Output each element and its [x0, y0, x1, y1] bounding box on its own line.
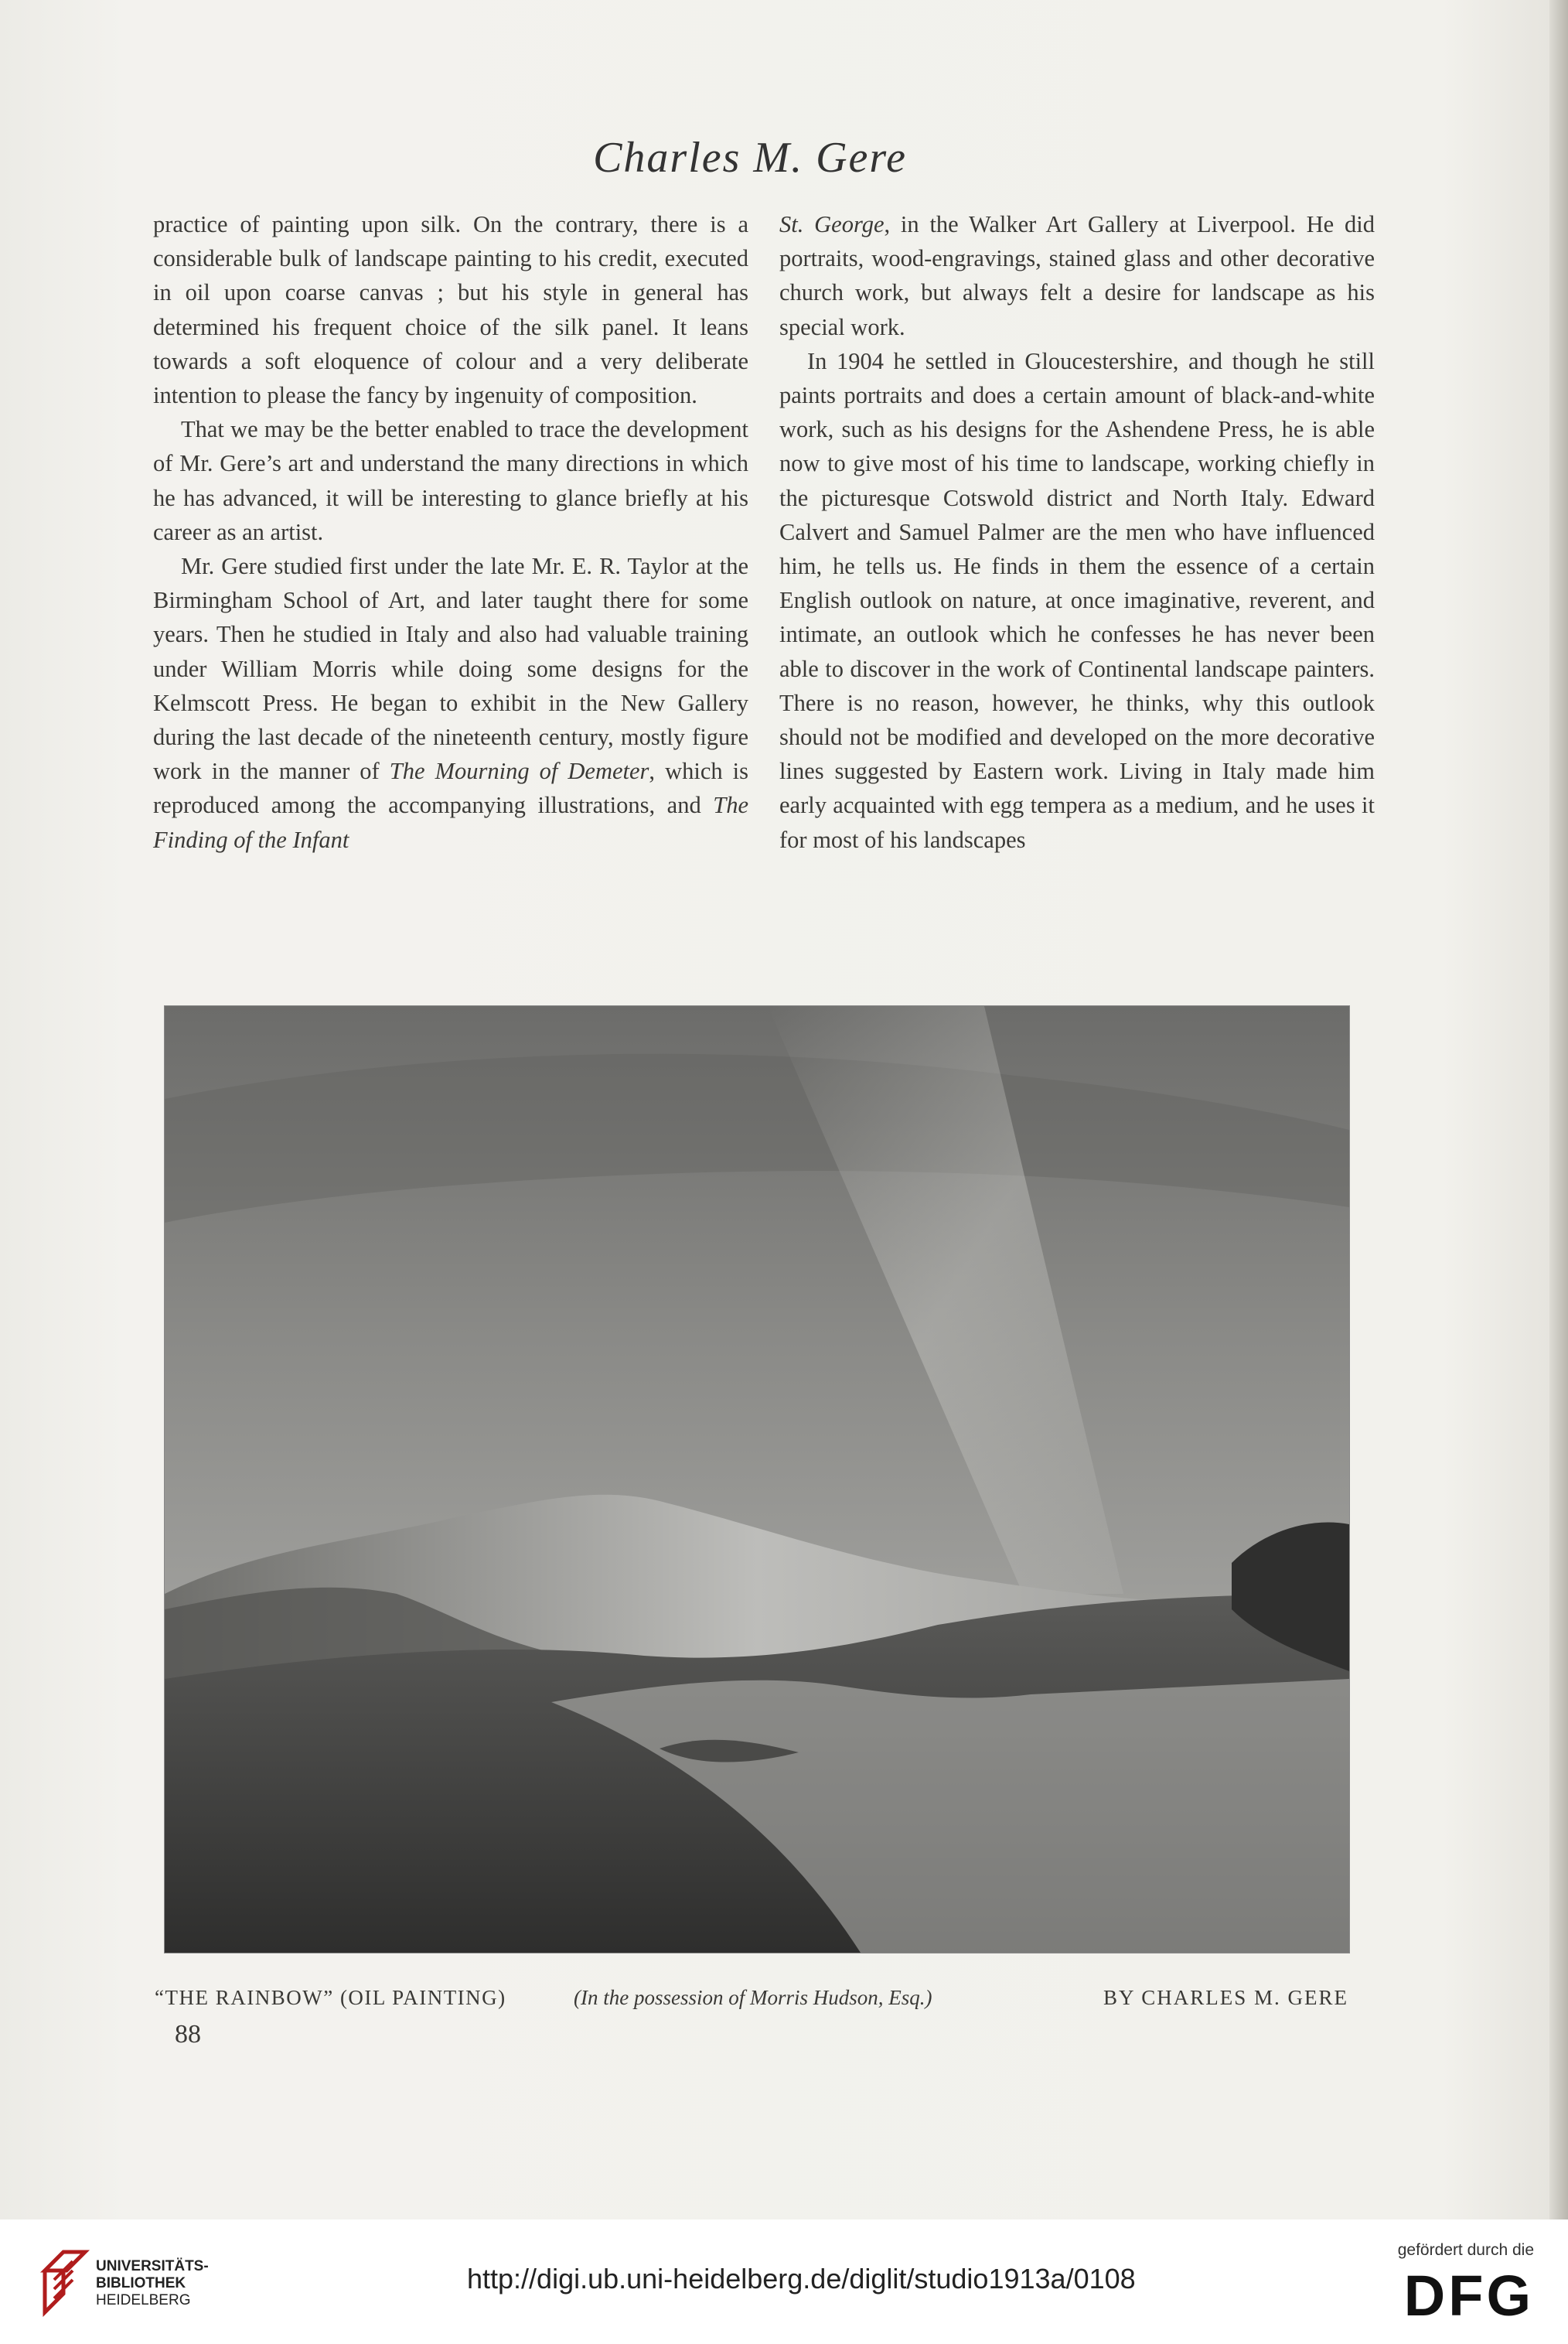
plate-caption [155, 1986, 1348, 2017]
library-line-1: UNIVERSITÄTS- [96, 2258, 209, 2274]
painting-plate [164, 1005, 1350, 1953]
caption-artist: BY CHARLES M. GERE [1103, 1986, 1348, 2009]
library-line-3: HEIDELBERG [96, 2292, 191, 2308]
funding-label: gefördert durch die [1397, 2241, 1534, 2259]
right-paragraph-1 [779, 207, 1375, 344]
left-paragraph-3-text-b: , which is reproduced among the accompanying illustrations, and [153, 758, 748, 819]
left-paragraph-1: practice of painting upon silk. On the contrary, there is a considerable bulk of landscape painting to his credit, executed in oil upon coarse canvas ; but his style in general has determined his frequent choice of the silk panel. It leans towards a soft eloquence of colour and a very deliberate intention to please the fancy by ingenuity of composition. [153, 211, 748, 409]
digitization-footer [0, 2219, 1568, 2344]
university-library-logo-icon [40, 2247, 90, 2317]
rainbow-painting-image [165, 1006, 1349, 1953]
right-paragraph-1-text: , in the Walker Art Gallery at Liverpool. He did portraits, wood-engravings, stained glass and other decorative church work, but always felt a desire for landscape as his special work. [779, 211, 1375, 340]
university-library-name [96, 2258, 209, 2309]
caption-owner: (In the possession of Morris Hudson, Esq.) [574, 1986, 932, 2009]
artwork-title-mourning: The Mourning of Demeter [389, 758, 649, 785]
left-paragraph-2: That we may be the better enabled to trace the development of Mr. Gere’s art and understand the many directions in which he has advanced, it will be interesting to glance briefly at his career as an artist. [153, 416, 748, 545]
permalink-url[interactable]: http://digi.ub.uni-heidelberg.de/diglit/studio1913a/0108 [467, 2263, 1136, 2295]
running-head: Charles M. Gere [593, 134, 907, 182]
right-paragraph-2: In 1904 he settled in Gloucestershire, and though he still paints portraits and does a certain amount of black-and-white work, such as his designs for the Ashendene Press, he is able now to give most of his time to landscape, working chiefly in the picturesque Cotswold district and North Italy. Edward Calvert and Samuel Palmer are the men who have influenced him, he tells us. He finds in them the essence of a certain English outlook on nature, at once imaginative, reverent, and intimate, an outlook which he confesses he has never been able to discover in the work of Continental landscape painters. There is no reason, however, he thinks, why this outlook should not be modified and developed on the more decorative lines suggested by Eastern work. Living in Italy made him early acquainted with egg tempera as a medium, and he uses it for most of his landscapes [779, 347, 1375, 853]
page-edge [1549, 0, 1568, 2219]
artwork-title-st-george: St. George [779, 211, 885, 237]
dfg-logo-icon: DFG [1403, 2264, 1534, 2328]
caption-title: “THE RAINBOW” (OIL PAINTING) [155, 1986, 506, 2009]
right-column [779, 207, 1375, 857]
left-paragraph-3-text-a: Mr. Gere studied first under the late Mr. E. R. Taylor at the Birmingham School of Art, and later taught there for some years. Then he studied in Italy and also had valuable training under William Morris while doing some designs for the Kelmscott Press. He began to exhibit in the New Gallery during the last decade of the nineteenth century, mostly figure work in the manner of [153, 553, 748, 785]
page-number: 88 [175, 2020, 201, 2049]
left-paragraph-3 [153, 549, 748, 857]
library-line-2: BIBLIOTHEK [96, 2275, 186, 2291]
artwork-title-finding: The Finding of the Infant [153, 792, 749, 853]
left-column [153, 207, 748, 857]
